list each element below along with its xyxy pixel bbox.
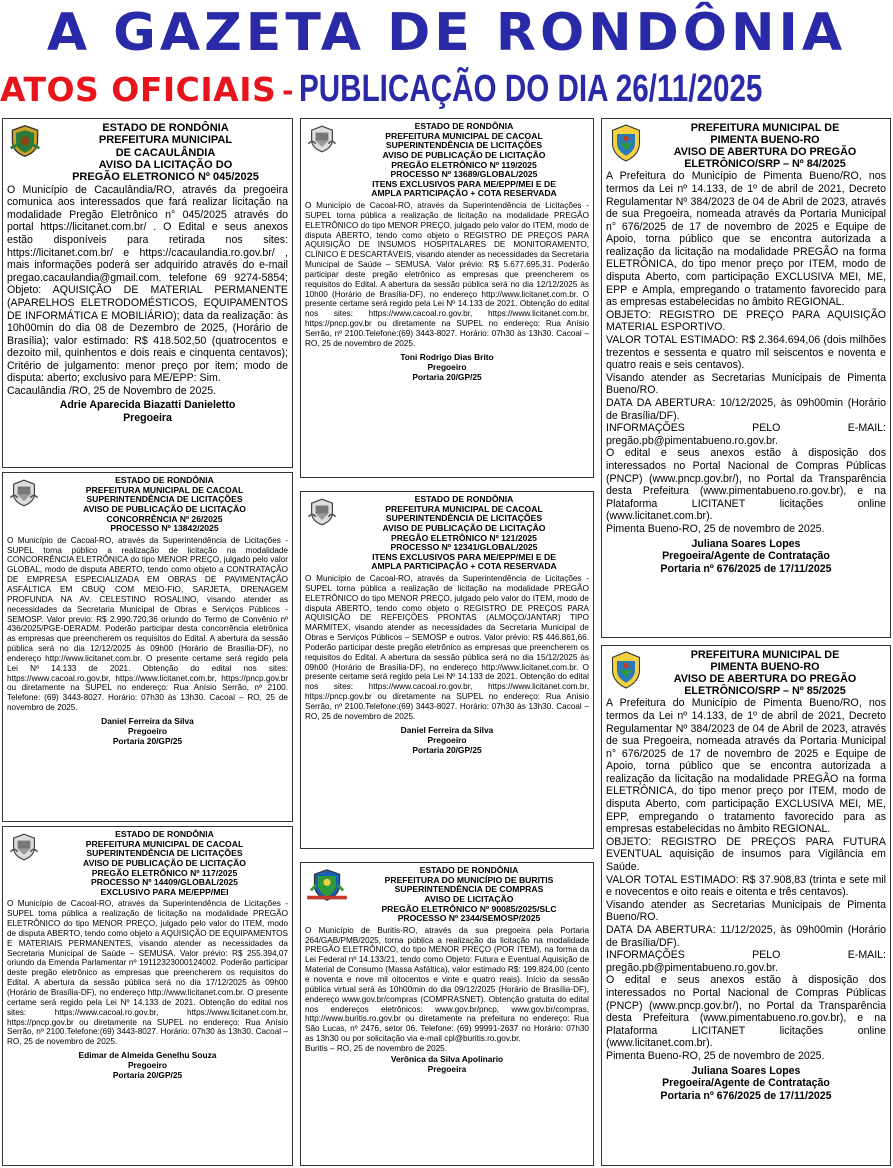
paragraph: O edital e seus anexos estão à disposição dos interessados no Portal Nacional de Compras Públicas (PNCP) (www.pncp.gov.br/), no Portal da Transparência desta Prefeitura (www.pimentabueno.ro.gov.br), e na Plataforma LICITANET licitações online (www.licitanet.com.br). <box>606 447 886 523</box>
notice-body: O Município de Buritis-RO, através da sua pregoeira pela Portaria 264/GAB/PMB/2025, torna pública a realização da licitação na modalidade PREGÃO ELETRÔNICO, do tipo MENOR PREÇO (POR ITEM), na forma da Lei Federal nº 14.133/21, tendo como Objeto: Futura e Eventual Aquisição de Material de Consumo (Massa Asfáltica), valor estimado R$: 199.824,00 (cento e noventa e nove mil oitocentos e vinte e quatro reais). Início da sessão pública virtual será às 10h00min do dia 09/12/2025 (Horário de Brasília-DF), endereço www.gov.br/compras (COMPRASNET). Obtenção gratuita do edital nos endereços eletrônicos: www.gov.br/pncp, www.gov.br/compras, http://www.buritis.ro.gov.br ou diretamente na prefeitura no endereço: Rua São Lucas, nº 2476, setor 06. Telefone: (69) 99991-2637 no Horário: 07h30 as 13h30 ou por solicitação via e-mail cpl@buritis.ro.gov.br. <box>305 925 589 1044</box>
header-line: SUPERINTENDÊNCIA DE COMPRAS <box>394 884 544 895</box>
notice-body: O Município de Cacoal-RO, através da Superintendência de Licitações - SUPEL torna pública a realização de licitação na modalidade PREGÃO ELETRÔNICO do tipo MENOR PREÇO, julgado pelo valor do ITEM, modo de disputa ABERTO, tendo como objeto o REGISTRO DE PREÇOS PARA AQUISIÇÃO DE INSUMOS HOSPITALARES DE MONITORAMENTO, CLÍNICO E DESCARTÁVEIS, visando atender as necessidades da Secretaria Municipal de Saúde – SEMUSA. Valor prévio: R$ 5.677.695,31. Poderão participar deste pregão eletrônico as empresas que preencherem os requisitos do Edital. A abertura da sessão pública será no dia 12/12/2025 às 10h00 (Horário de Brasília-DF), no endereço http://www.licitanet.com.br. O presente certame será regido pela Lei Nº 14.133 de 2021. Obtenção do edital nos sites: https://www.cacoal.ro.gov.br, https://www.licitanet.com.br, https://pncp.gov.br ou diretamente na SUPEL no endereço: Rua Anísio Serrão, nº 2100.Telefone:(69) 3443-8027. Horário: 07h30 às 13h30. Cacoal – RO, 25 de novembro de 2025. <box>305 201 589 348</box>
notice-signer: Toni Rodrigo Dias Brito <box>400 351 494 362</box>
header-line: PREFEITURA MUNICIPAL DE <box>690 122 840 134</box>
pimenta-bueno-crest-icon <box>608 650 644 690</box>
header-line: AVISO DE ABERTURA DO PREGÃO <box>673 146 857 159</box>
cacoal-crest-icon <box>7 831 41 863</box>
paragraph: Visando atender as Secretarias Municipais de Pimenta Bueno/RO. <box>606 371 886 397</box>
notice-role: Pregoeira <box>427 1063 467 1074</box>
header-line: ELETRÔNICO/SRP – Nº 84/2025 <box>684 158 846 171</box>
notice-header <box>7 122 288 184</box>
header-line: PREFEITURA MUNICIPAL DE CACOAL <box>85 838 244 849</box>
paragraph: DATA DA ABERTURA: 11/12/2025, às 09h00min (Horário de Brasília/DF). <box>606 924 886 949</box>
notice-body: O Município de Cacoal-RO, através da Superintendência de Licitações - SUPEL torna pública a realização de licitação na modalidade PREGÃO ELETRÔNICO do tipo MENOR PREÇO, julgado pelo valor do ITEM, modo de disputa ABERTO, tendo como objeto a AQUISIÇÃO DE EQUIPAMENTOS E MATERIAIS PERMANENTES, visando atender as necessidades da Secretaria Municipal de Saúde – SEMUSA. Valor prévio: R$ 255.394,07 oriundo da Emenda Parlamentar nº 19112323000124002. Poderão participar deste pregão eletrônico as empresas que preencherem os requisitos do Edital. A abertura da sessão pública será no dia 17/12/2025 às 09h00 (Horário de Brasília-DF), no endereço http://www.licitanet.com.br. O presente certame será regido pela Lei Nº 14.133 de 2021. Obtenção do edital nos sites: https://www.cacoal.ro.gov.br, https://www.licitanet.com.br, https://pncp.gov.br ou diretamente na SUPEL no endereço: Rua Anísio Serrão, nº 2100.Telefone:(69) 3443-8027. Horário: 07h30 às 13h30. Cacoal – RO, 25 de novembro de 2025. <box>7 899 288 1047</box>
header-line: AVISO DE LICITAÇÃO <box>424 893 514 904</box>
notice-header <box>606 649 886 697</box>
notice-role: Pregoeira/Agente de Contratação <box>662 1077 830 1090</box>
notice-header <box>305 122 589 199</box>
paragraph: OBJETO: REGISTRO DE PREÇO PARA AQUISIÇÃO MATERIAL ESPORTIVO. <box>606 308 886 334</box>
buritis-crest-icon <box>305 867 349 903</box>
header-line: PIMENTA BUENO-RO <box>710 134 820 147</box>
cacoal-crest-icon <box>305 496 339 528</box>
paragraph: OBJETO: REGISTRO DE PREÇOS PARA FUTURA EVENTUAL aquisição de insumos para Vigilância em Saúde. <box>606 835 886 874</box>
header-line: PREFEITURA DO MUNICÍPIO DE BURITIS <box>384 874 554 885</box>
notice-portaria: Portaria nº 676/2025 de 17/11/2025 <box>660 562 832 575</box>
notice-role: Pregoeira <box>123 412 172 425</box>
paragraph: Pimenta Bueno-RO, 25 de novembro de 2025. <box>606 522 825 535</box>
header-line: SUPERINTENDÊNCIA DE LICITAÇÕES <box>86 494 243 505</box>
header-line: ESTADO DE RONDÔNIA <box>102 122 229 134</box>
notice-header <box>7 830 288 897</box>
header-line: PREFEITURA MUNICIPAL DE CACOAL <box>85 484 244 495</box>
header-line: ESTADO DE RONDÔNIA <box>414 121 514 131</box>
header-line: PROCESSO Nº 13842/2025 <box>110 523 219 534</box>
header-line: ESTADO DE RONDÔNIA <box>414 494 514 504</box>
paragraph: INFORMAÇÕES PELO E-MAIL: pregão.pb@pimentabueno.ro.gov.br. <box>606 422 886 447</box>
notice-portaria: Portaria 20/GP/25 <box>412 371 482 382</box>
notice-signer: Juliana Soares Lopes <box>691 537 801 550</box>
header-line: ESTADO DE RONDÔNIA <box>419 865 519 875</box>
header-line: PROCESSO Nº 14409/GLOBAL/2025 <box>91 877 238 888</box>
header-line: AVISO DA LICITAÇÃO DO <box>98 158 233 171</box>
header-line: AMPLA PARTICIPAÇÃO + COTA RESERVADA <box>371 188 557 199</box>
notice-cacoal-pregao-119 <box>300 118 594 478</box>
notice-cacaulandia <box>2 118 293 468</box>
notice-body: O Município de Cacaulândia/RO, através da pregoeira comunica aos interessados que fará realizar licitação na modalidade Pregão Eletrônico n° 045/2025 através do portal https://licitanet.com.br/ . O Edital e seus anexos estão disponíveis para retirada nos sites: https://licitanet.com.br/ e https://cacaulandia.ro.gov.br/ , mais informações poderá ser adquirido através do e-mail pregao.cacaulandia@gmail.com. telefone 69 9274-5854; Objeto: AQUISIÇÃO DE MATERIAL PERMANENTE (APARELHOS ELETRODOMÉSTICOS, EQUIPAMENTOS DE INFORMÁTICA E MOBILIÁRIO); data da realização: às 10h00min do dia 08 de Dezembro de 2025, (Horário de Brasília); valor estimado: R$ 418.502,50 (quatrocentos e dezoito mil, quinhentos e dois reais e cinquenta centavos); Critério de julgamento: menor preço por item; modo de disputa: aberto; exclusivo para ME/EPP: Sim. <box>7 183 288 385</box>
notice-body: O Município de Cacoal-RO, através da Superintendência de Licitações - SUPEL torna público a realização de licitação na modalidade CONCORRÊNCIA ELETRÔNICA do tipo MENOR PREÇO, julgado pelo valor GLOBAL, modo de disputa ABERTO, tendo como objeto a CONTRATAÇÃO DE EMPRESA ESPECIALIZADA EM OBRAS DE PAVIMENTAÇÃO ASFÁLTICA EM CBUQ COM MEIO-FIO, SARJETA, DRENAGEM PROFUNDA NA AV. CELESTINO ROSALINO, visando atender as necessidades da Secretaria Municipal de Obras e Serviços Públicos - SEMOSP. Valor previo: R$ 2.990.720,36 oriundo do Termo de Convênio nº 436/2025/PGE-DERADM. Poderão participar desta concorrência eletrônica as empresas que preencherem os requisitos do Edital. A abertura da sessão pública será no dia 12/12/2025 às 09h00 (Horário de Brasília-DF), no endereço http://www.licitanet.com.br. O presente certame será regido pela Lei Nº 14.133 de 2021. Obtenção do edital nos sites: https://www.cacoal.ro.gov.br, https://www.licitanet.com.br, https://pncp.gov.br ou diretamente na SUPEL no endereço: Rua Anísio Serrão, nº 2100. Telefone: (69) 3443-8027. Horário: 07h30 às 13h30. Cacoal – RO, 25 de novembro de 2025. <box>7 535 288 713</box>
notice-portaria: Portaria nº 676/2025 de 17/11/2025 <box>660 1089 832 1102</box>
pimenta-bueno-crest-icon <box>608 123 644 163</box>
notice-signer: Edimar de Almeida Genelhu Souza <box>78 1050 217 1061</box>
notice-role: Pregoeiro <box>127 1060 168 1071</box>
notice-signer: Verônica da Silva Apolinario <box>390 1053 504 1064</box>
masthead <box>0 0 893 112</box>
notice-header <box>7 476 288 534</box>
atos-oficiais-label: ATOS OFICIAIS <box>0 70 277 109</box>
header-line: DE CACAULÂNDIA <box>115 146 216 159</box>
paragraph: VALOR TOTAL ESTIMADO: R$ 37.908,83 (trinta e sete mil e novecentos e oito reais e oitenta e três centavos). <box>606 873 886 899</box>
header-line: PREFEITURA MUNICIPAL <box>98 134 233 147</box>
notice-cacoal-pregao-121 <box>300 491 594 849</box>
cacaulandia-crest-icon <box>7 123 43 159</box>
notice-header <box>606 122 886 170</box>
header-line: SUPERINTENDÊNCIA DE LICITAÇÕES <box>385 513 543 524</box>
notice-signer: Adrie Aparecida Biazatti Danieletto <box>59 399 236 412</box>
paragraph: Visando atender as Secretarias Municipais de Pimenta Bueno/RO. <box>606 898 886 924</box>
header-line: ITENS EXCLUSIVOS PARA ME/EPP/MEI E DE <box>372 551 556 562</box>
notice-body <box>606 697 886 1062</box>
cacoal-crest-icon <box>7 477 41 509</box>
header-line: PREGÃO ELETRÔNICO Nº 119/2025 <box>391 159 537 170</box>
header-line: ESTADO DE RONDÔNIA <box>115 829 214 839</box>
notice-cacoal-concorrencia-26 <box>2 472 293 822</box>
header-line: AVISO DE PUBLICAÇÃO DE LICITAÇÃO <box>382 522 546 533</box>
paragraph: O edital e seus anexos estão à disposição dos interessados no Portal Nacional de Compras Públicas (PNCP) (www.pncp.gov.br/), no Portal da Transparência desta Prefeitura (www.pimentabueno.ro.gov.br), e na Plataforma LICITANET licitações online (www.licitanet.com.br). <box>606 974 886 1050</box>
section-subtitle <box>0 66 893 120</box>
notice-signer: Daniel Ferreira da Silva <box>400 724 494 735</box>
notice-portaria: Portaria 20/GP/25 <box>112 1070 183 1081</box>
notice-body <box>606 170 886 535</box>
header-line: AVISO DE PUBLICAÇÃO DE LICITAÇÃO <box>83 857 246 868</box>
paragraph: DATA DA ABERTURA: 10/12/2025, às 09h00min (Horário de Brasília/DF). <box>606 397 886 422</box>
notice-cacoal-pregao-117 <box>2 826 293 1166</box>
header-line: PREFEITURA MUNICIPAL DE CACOAL <box>385 503 543 514</box>
publication-date-label: PUBLICAÇÃO DO DIA 26/11/2025 <box>299 68 763 110</box>
notice-buritis <box>300 862 594 1166</box>
header-line: PREFEITURA MUNICIPAL DE CACOAL <box>385 130 543 141</box>
notice-role: Pregoeiro <box>427 734 467 745</box>
notice-place-date: Buritis – RO, 25 de novembro de 2025. <box>305 1043 447 1053</box>
notice-portaria: Portaria 20/GP/25 <box>412 744 482 755</box>
header-line: PIMENTA BUENO-RO <box>710 661 820 674</box>
notice-role: Pregoeiro <box>127 726 168 737</box>
header-line: AVISO DE PUBLICAÇÃO DE LICITAÇÃO <box>382 149 546 160</box>
notice-header <box>305 495 589 572</box>
header-line: SUPERINTENDÊNCIA DE LICITAÇÕES <box>86 848 243 859</box>
paragraph: A Prefeitura do Município de Pimenta Bueno/RO, nos termos da Lei nº 14.133, de 1º de abril de 2021, Decreto Regulamentar Nº 384/2023 de 04 de Abril de 2023, através de sua Pregoeira, nomeada através da Portaria Municipal n° 676/2025 de 17 de novembro de 2025 e Equipe de Apoio, torna público que se encontra autorizada a realização da licitação na modalidade PREGÃO na forma ELETRÔNICA, do tipo menor preço por ITEM, modo de disputa Aberto, com participação EXCLUSIVA MEI, ME, EPP e Ampla, empregando o tratamento favorecido para as empresas estabelecidas no âmbito REGIONAL. <box>606 170 886 309</box>
header-line: AVISO DE PUBLICAÇÃO DE LICITAÇÃO <box>83 503 246 514</box>
newspaper-title: A GAZETA DE RONDÔNIA <box>46 3 847 63</box>
header-line: PREGÃO ELETRONICO Nº 045/2025 <box>72 171 259 184</box>
subtitle-dash: - <box>282 71 294 108</box>
header-line: PREGÃO ELETRÔNICO Nº 90085/2025/SLC <box>381 903 557 914</box>
notice-portaria: Portaria 20/GP/25 <box>112 736 183 747</box>
paragraph: Pimenta Bueno-RO, 25 de novembro de 2025. <box>606 1049 825 1062</box>
notice-pimenta-bueno-84 <box>601 118 891 638</box>
header-line: AMPLA PARTICIPAÇÃO + COTA RESERVADA <box>371 561 557 572</box>
header-line: ELETRÔNICO/SRP – Nº 85/2025 <box>684 685 846 698</box>
notice-role: Pregoeiro <box>427 361 467 372</box>
notice-signer: Juliana Soares Lopes <box>691 1064 801 1077</box>
cacoal-crest-icon <box>305 123 339 155</box>
header-line: PREFEITURA MUNICIPAL DE <box>690 649 840 661</box>
header-line: ESTADO DE RONDÔNIA <box>115 475 214 485</box>
notice-pimenta-bueno-85 <box>601 645 891 1166</box>
header-line: CONCORRÊNCIA Nº 26/2025 <box>106 513 223 524</box>
header-line: AVISO DE ABERTURA DO PREGÃO <box>673 673 857 686</box>
notice-signer: Daniel Ferreira da Silva <box>101 715 194 726</box>
header-line: SUPERINTENDÊNCIA DE LICITAÇÕES <box>385 140 543 151</box>
paragraph: INFORMAÇÕES PELO E-MAIL: pregão.pb@pimentabueno.ro.gov.br. <box>606 949 886 974</box>
header-line: ITENS EXCLUSIVOS PARA ME/EPP/MEI E DE <box>372 178 556 189</box>
header-line: PREGÃO ELETRÔNICO Nº 117/2025 <box>91 867 238 878</box>
notice-place-date: Cacaulândia /RO, 25 de Novembro de 2025. <box>7 385 217 398</box>
paragraph: A Prefeitura do Município de Pimenta Bueno/RO, nos termos da Lei nº 14.133, de 1º de abril de 2021, Decreto Regulamentar Nº 384/2023 de 04 de Abril de 2023, através de sua Pregoeira, nomeada através da Portaria Municipal n° 676/2025 de 17 de novembro de 2025 e Equipe de Apoio, torna público que se encontra autorizada a realização da licitação na modalidade PREGÃO na forma ELETRÔNICA, do tipo menor preço por ITEM, modo de disputa Aberto, com participação EXCLUSIVA MEI, ME, EPP, empregando o tratamento favorecido para as empresas estabelecidas no âmbito REGIONAL. <box>606 697 886 836</box>
header-line: EXCLUSIVO PARA ME/EPP/MEI <box>100 886 229 897</box>
notice-body: O Município de Cacoal-RO, através da Superintendência de Licitações - SUPEL torna pública a realização de licitação na modalidade PREGÃO ELETRÔNICO do tipo MENOR PREÇO, julgado pelo valor do ITEM, modo de disputa ABERTO, tendo como objeto o REGISTRO DE PREÇOS PARA AQUISIÇÃO DE REFEIÇÕES PRONTAS (ALMOÇO/JANTAR) TIPO MARMITEX, visando atender as necessidades da Secretaria Municipal de Obras e Serviços Públicos – SEMOSP e outros. Valor prévio: R$ 446.861,66. Poderão participar deste pregão eletrônico as empresas que preencherem os requisitos do Edital. A abertura da sessão pública será no dia 15/12/2025 às 09h00 (Horário de Brasília-DF), no endereço http://www.licitanet.com.br. O presente certame será regido pela Lei Nº 14.133 de 2021. Obtenção do edital nos sites: https://www.cacoal.ro.gov.br, https://www.licitanet.com.br, https://pncp.gov.br ou diretamente na SUPEL no endereço: Rua Anísio Serrão, nº 2100.Telefone:(69) 3443-8027. Horário: 07h30 às 13h30. Cacoal – RO, 25 de novembro de 2025. <box>305 574 589 721</box>
header-line: PROCESSO Nº 2344/SEMOSP/2025 <box>397 913 541 924</box>
header-line: PROCESSO Nº 12341/GLOBAL/2025 <box>390 542 538 553</box>
header-line: PREGÃO ELETRÔNICO Nº 121/2025 <box>391 532 537 543</box>
paragraph: VALOR TOTAL ESTIMADO: R$ 2.364.694,06 (dois milhões trezentos e sessenta e quatro mil seiscentos e noventa e quatro reais e seis centavos). <box>606 334 886 372</box>
header-line: PROCESSO Nº 13689/GLOBAL/2025 <box>390 169 538 180</box>
notice-role: Pregoeira/Agente de Contratação <box>662 550 830 563</box>
